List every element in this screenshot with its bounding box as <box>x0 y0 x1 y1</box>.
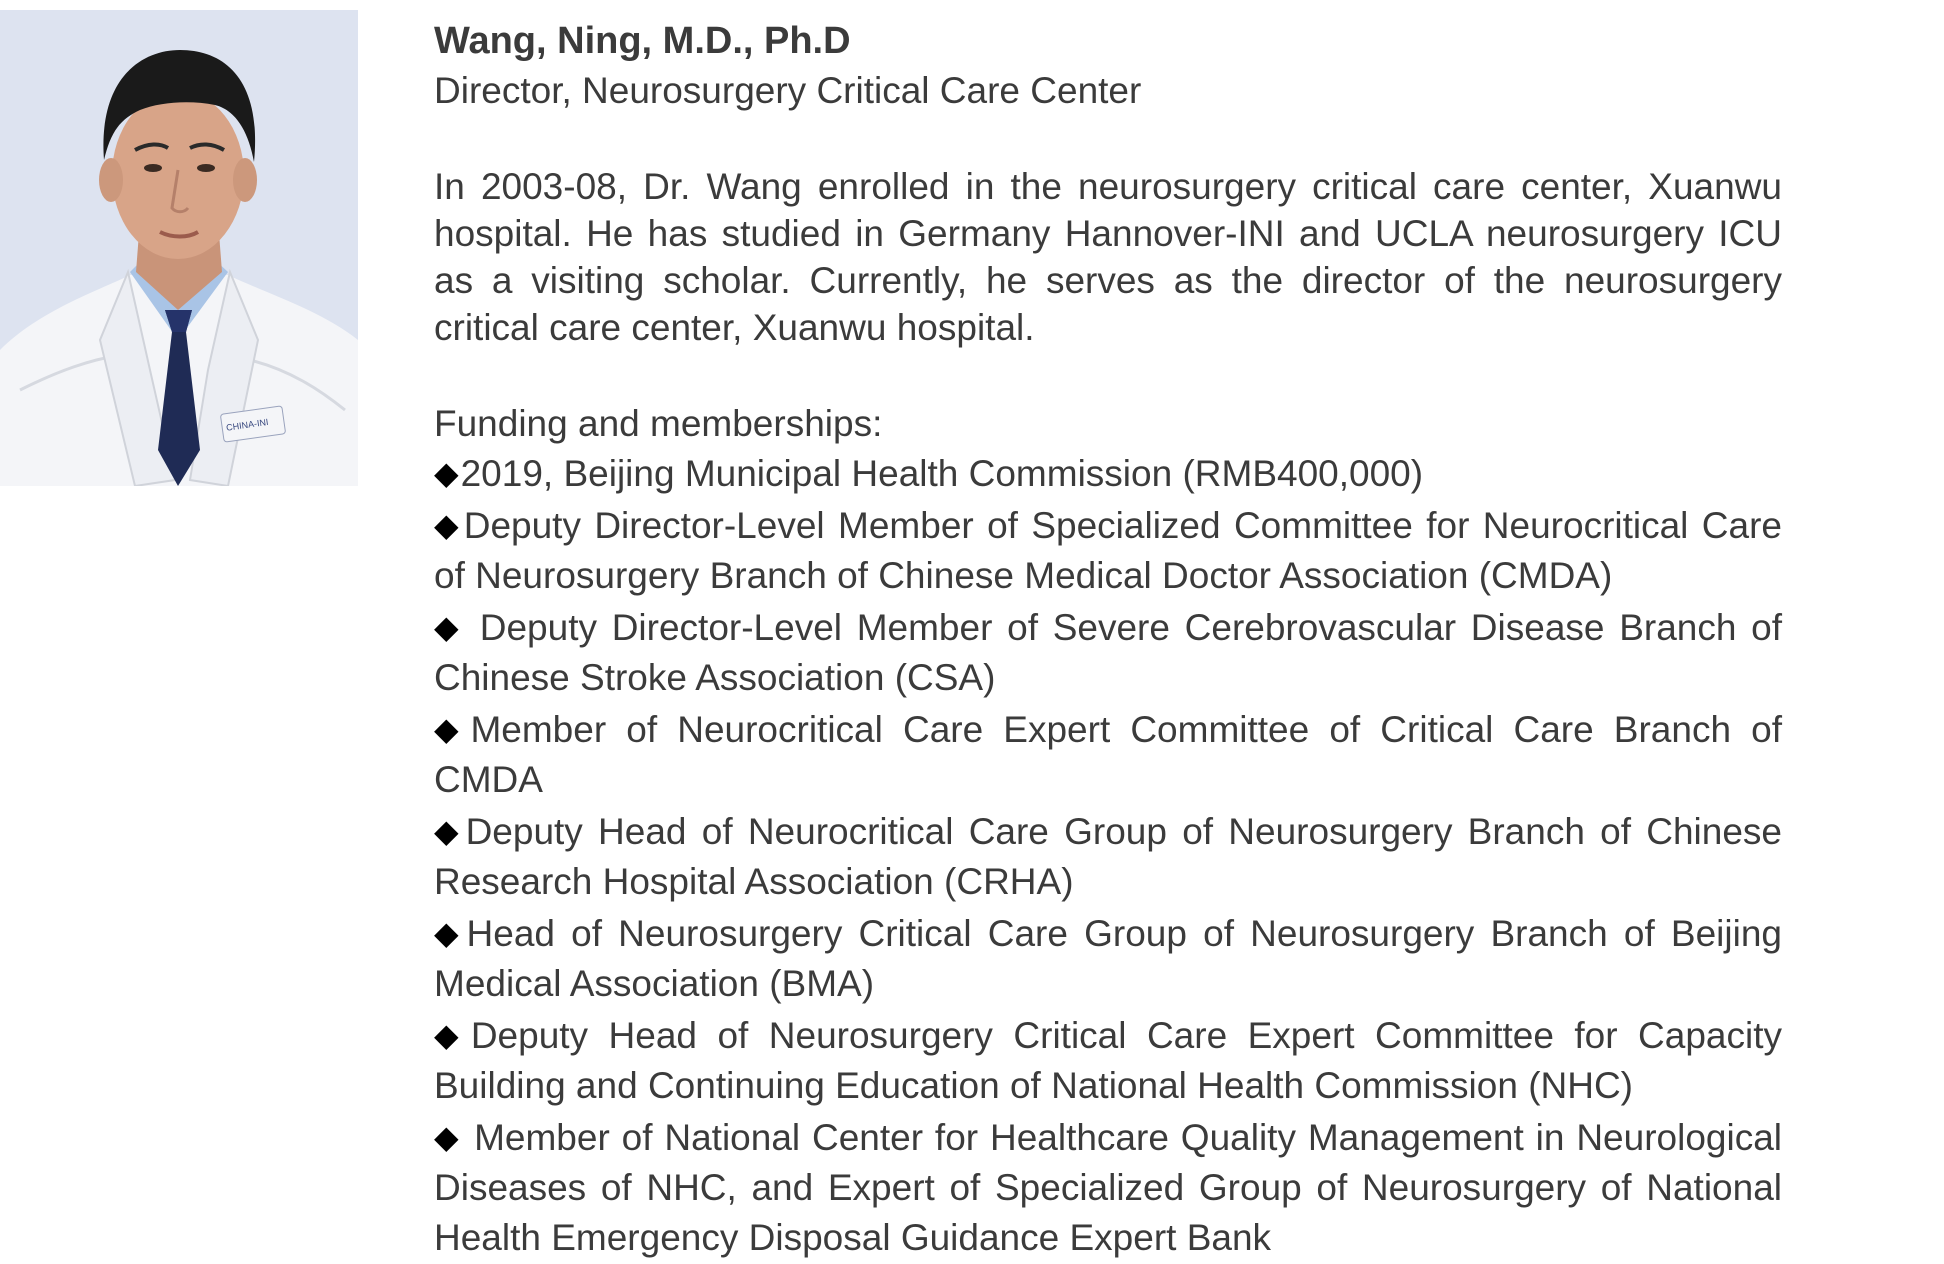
diamond-bullet-icon: ◆ <box>434 1017 469 1053</box>
list-item <box>434 448 1782 499</box>
profile-content <box>434 14 1782 1264</box>
list-item <box>434 1010 1782 1111</box>
diamond-bullet-icon: ◆ <box>434 813 464 849</box>
list-item <box>434 1112 1782 1263</box>
list-item-text: 2019, Beijing Municipal Health Commission (RMB400,000) <box>460 453 1424 494</box>
list-item-text: Deputy Director-Level Member of Specialized Committee for Neurocritical Care of Neurosurgery Branch of Chinese Medical Doctor Association (CMDA) <box>434 505 1782 596</box>
diamond-bullet-icon: ◆ <box>434 455 459 491</box>
membership-list <box>434 448 1782 1263</box>
list-item <box>434 704 1782 805</box>
diamond-bullet-icon: ◆ <box>434 1119 461 1155</box>
diamond-bullet-icon: ◆ <box>434 711 469 747</box>
diamond-bullet-icon: ◆ <box>434 609 464 645</box>
list-item <box>434 500 1782 601</box>
list-item-text: Head of Neurosurgery Critical Care Group of Neurosurgery Branch of Beijing Medical Association (BMA) <box>434 913 1782 1004</box>
funding-title: Funding and memberships: <box>434 403 883 444</box>
list-item <box>434 806 1782 907</box>
diamond-bullet-icon: ◆ <box>434 915 465 951</box>
list-item <box>434 602 1782 703</box>
portrait-photo <box>0 10 358 486</box>
list-item-text: Member of National Center for Healthcare Quality Management in Neurological Diseases of NHC, and Expert of Specialized Group of Neurosurgery of National Health Emergency Disposal Guidance Expert Bank <box>434 1117 1782 1258</box>
list-item-text: Member of Neurocritical Care Expert Committee of Critical Care Branch of CMDA <box>434 709 1782 800</box>
profile-bio: In 2003-08, Dr. Wang enrolled in the neurosurgery critical care center, Xuanwu hospital. He has studied in Germany Hannover-INI and UCLA neurosurgery ICU as a visiting scholar. Currently, he serves as the director of the neurosurgery critical care center, Xuanwu hospital. <box>434 166 1782 348</box>
list-item <box>434 908 1782 1009</box>
list-item-text: Deputy Head of Neurocritical Care Group of Neurosurgery Branch of Chinese Research Hospital Association (CRHA) <box>434 811 1783 902</box>
diamond-bullet-icon: ◆ <box>434 507 462 543</box>
profile-name: Wang, Ning, M.D., Ph.D <box>434 20 851 62</box>
profile-role: Director, Neurosurgery Critical Care Center <box>434 70 1142 111</box>
list-item-text: Deputy Director-Level Member of Severe Cerebrovascular Disease Branch of Chinese Stroke Association (CSA) <box>434 607 1782 698</box>
coat-embroidery: CHINA-INI <box>225 416 270 433</box>
list-item-text: Deputy Head of Neurosurgery Critical Care Expert Committee for Capacity Building and Continuing Education of National Health Commission (NHC) <box>434 1015 1782 1106</box>
